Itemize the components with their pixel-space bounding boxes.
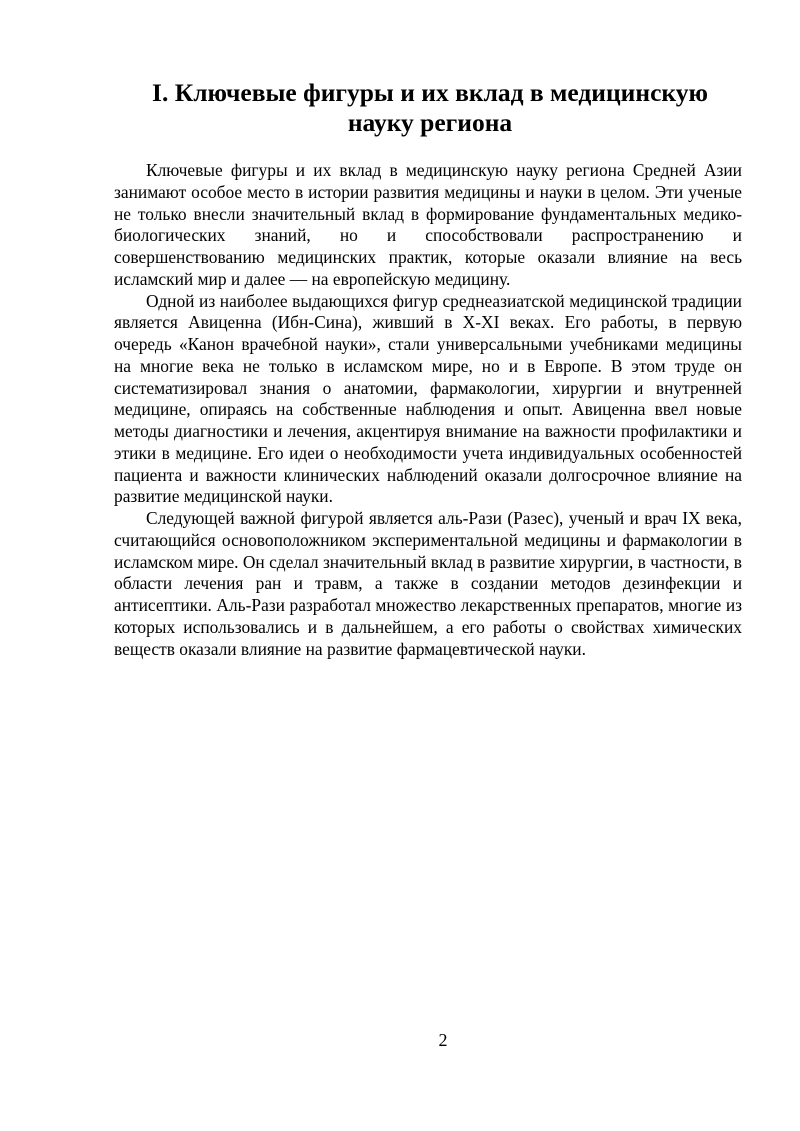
paragraph-avicenna: Одной из наиболее выдающихся фигур среднеазиатской медицинской традиции является Авиценна (Ибн-Сина), живший в X-XI веках. Его работы, в первую очередь «Канон врачебной науки», стали универсальными учебниками медицины на многие века не только в исламском мире, но и в Европе. В этом труде он систематизировал знания о анатомии, фармакологии, хирургии и внутренней медицине, опираясь на собственные наблюдения и опыт. Авиценна ввел новые методы диагностики и лечения, акцентируя внимание на важности профилактики и этики в медицине. Его идеи о необходимости учета индивидуальных особенностей пациента и важности клинических наблюдений оказали долгосрочное влияние на развитие медицинской науки. <box>114 290 742 507</box>
paragraph-intro: Ключевые фигуры и их вклад в медицинскую науку региона Средней Азии занимают особое место в истории развития медицины и науки в целом. Эти ученые не только внесли значительный вклад в формирование фундаментальных медико-биологических знаний, но и способствовали распространению и совершенствованию медицинских практик, которые оказали влияние на весь исламский мир и далее — на европейскую медицину. <box>114 160 742 289</box>
section-heading-line-2: науку региона <box>347 108 513 137</box>
section-heading-line-1: I. Ключевые фигуры и их вклад в медицинскую <box>152 78 708 107</box>
page-number: 2 <box>438 1030 448 1050</box>
paragraph-al-razi: Следующей важной фигурой является аль-Рази (Разес), ученый и врач IX века, считающийся основоположником экспериментальной медицины и фармакологии в исламском мире. Он сделал значительный вклад в развитие хирургии, в частности, в области лечения ран и травм, а также в создании методов дезинфекции и антисептики. Аль-Рази разработал множество лекарственных препаратов, многие из которых использовались и в дальнейшем, а его работы о свойствах химических веществ оказали влияние на развитие фармацевтической науки. <box>114 508 742 659</box>
section-heading <box>120 78 740 138</box>
body-text <box>114 160 742 660</box>
